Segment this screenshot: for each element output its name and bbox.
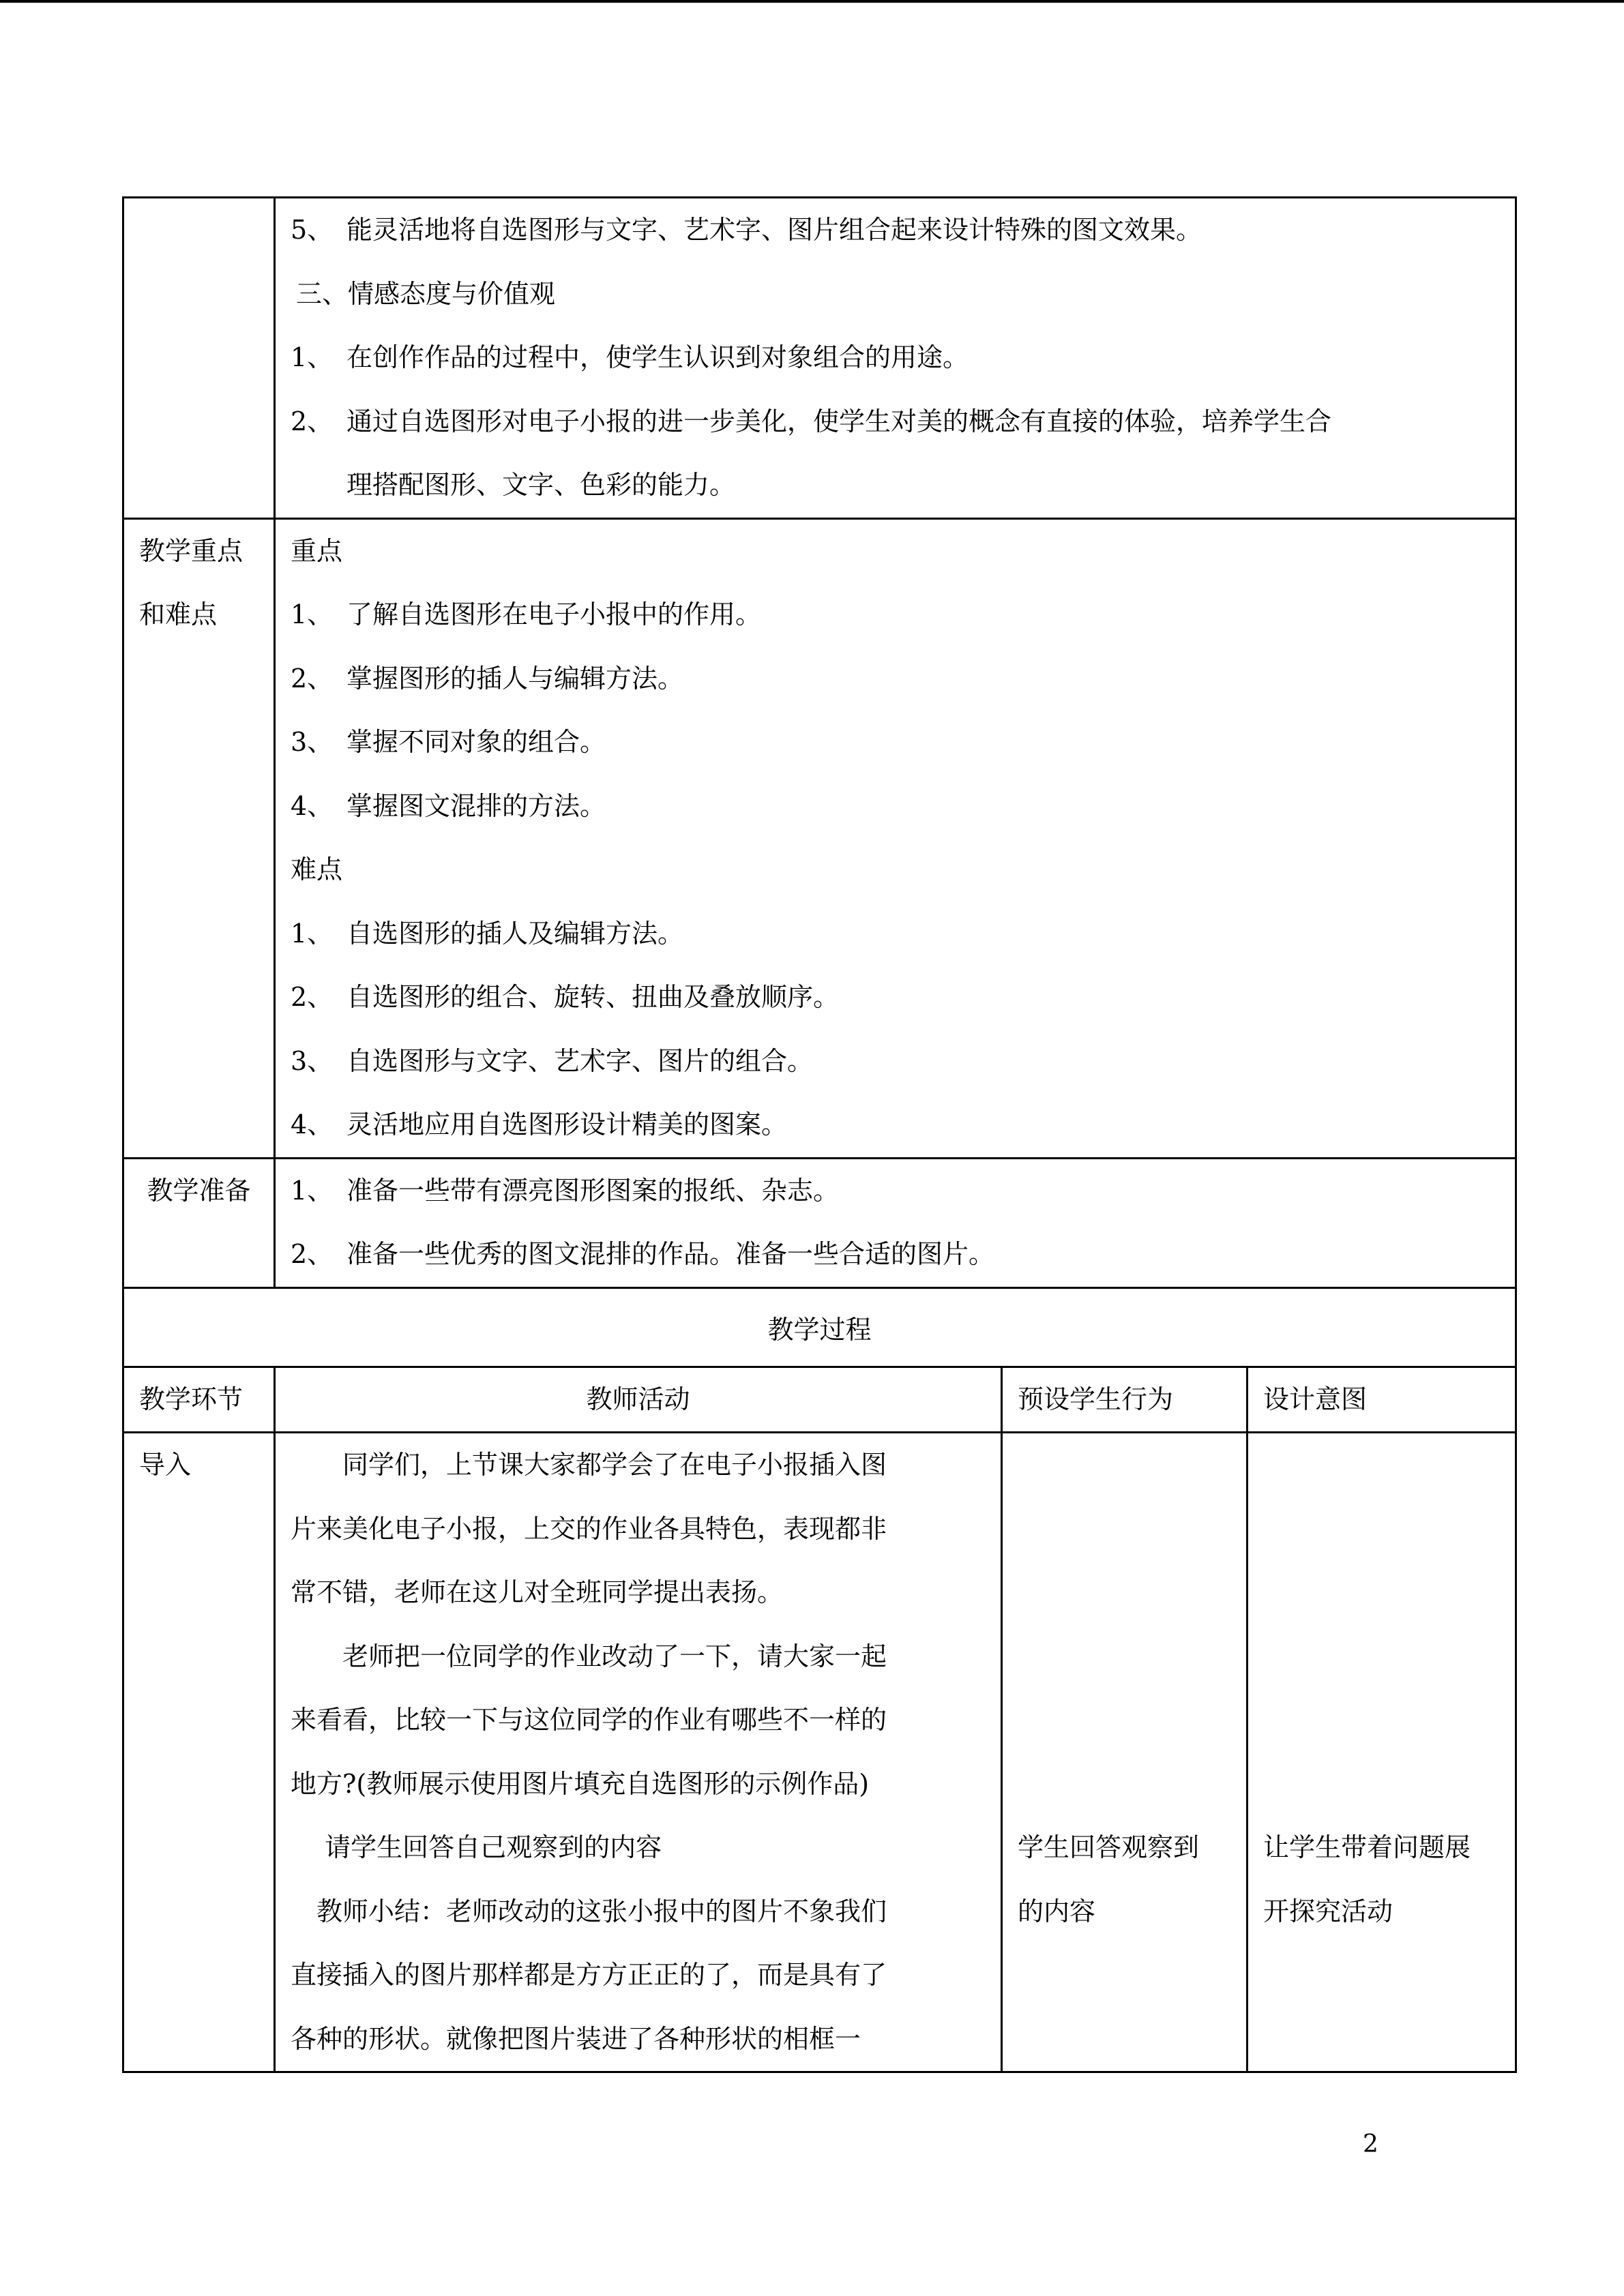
teacher-line: 老师把一位同学的作业改动了一下，请大家一起 [291,1641,887,1671]
key-points-label-line1: 教学重点 [139,535,243,566]
header-design-intent: 设计意图 [1247,1367,1516,1433]
key-item-3: 3、 掌握不同对象的组合。 [291,727,606,757]
difficult-item-4: 4、 灵活地应用自选图形设计精美的图案。 [291,1109,788,1139]
header-student-behavior: 预设学生行为 [1002,1367,1247,1433]
lesson-plan-table [122,196,1517,2073]
preparation-label-cell [123,1158,275,1287]
top-border-line [0,0,1624,3]
process-intro-row [123,1433,1516,2072]
attitude-item-1: 1、 在创作作品的过程中，使学生认识到对象组合的用途。 [291,342,969,372]
key-points-label-cell [123,518,275,1158]
key-title: 重点 [291,535,343,566]
difficult-title: 难点 [291,854,343,884]
teacher-line: 教师小结：老师改动的这张小报中的图片不象我们 [291,1896,887,1926]
key-item-4: 4、 掌握图文混排的方法。 [291,790,606,821]
teacher-line: 片来美化电子小报，上交的作业各具特色，表现都非 [291,1513,887,1544]
key-item-2: 2、 掌握图形的插人与编辑方法。 [291,663,684,694]
key-points-label-line2: 和难点 [139,599,218,629]
key-points-content-cell [275,518,1516,1158]
student-behavior-cell [1002,1433,1247,2072]
teacher-line: 直接插入的图片那样都是方方正正的了，而是具有了 [291,1960,887,1990]
student-line: 的内容 [1018,1896,1096,1926]
preparation-row [123,1158,1516,1287]
objectives-content-cell [275,198,1516,519]
preparation-item-1: 1、 准备一些带有漂亮图形图案的报纸、杂志。 [291,1175,840,1206]
teacher-line: 各种的形状。就像把图片装进了各种形状的相框一 [291,2023,861,2054]
teacher-activity-cell [275,1433,1002,2072]
section-title-attitudes: 三、情感态度与价值观 [296,278,556,309]
teacher-line: 来看看，比较一下与这位同学的作业有哪些不一样的 [291,1705,887,1735]
page-number: 2 [1363,2130,1378,2158]
teacher-line: 常不错，老师在这儿对全班同学提出表扬。 [291,1577,784,1607]
difficult-item-1: 1、 自选图形的插人及编辑方法。 [291,918,684,949]
difficult-item-2: 2、 自选图形的组合、旋转、扭曲及叠放顺序。 [291,982,840,1012]
design-intent-cell [1247,1433,1516,2072]
teacher-line: 同学们，上节课大家都学会了在电子小报插入图 [291,1450,887,1480]
attitude-item-2-continued: 理搭配图形、文字、色彩的能力。 [346,470,736,500]
process-title-row [123,1287,1516,1367]
header-stage: 教学环节 [123,1367,275,1433]
preparation-item-2: 2、 准备一些优秀的图文混排的作品。准备一些合适的图片。 [291,1239,995,1269]
teacher-line: 地方?(教师展示使用图片填充自选图形的示例作品) [291,1768,870,1799]
stage-cell [123,1433,275,2072]
key-item-1: 1、 了解自选图形在电子小报中的作用。 [291,599,762,629]
objectives-label-cell [123,198,275,519]
preparation-content-cell [275,1158,1516,1287]
intent-line: 开探究活动 [1263,1896,1393,1926]
stage-label: 导入 [139,1450,192,1480]
student-line: 学生回答观察到 [1018,1832,1200,1862]
process-title-cell [123,1287,1516,1367]
preparation-label: 教学准备 [147,1175,251,1206]
objective-item-5: 5、 能灵活地将自选图形与文字、艺术字、图片组合起来设计特殊的图文效果。 [291,215,1202,245]
process-title: 教学过程 [767,1314,872,1345]
header-teacher-activity: 教师活动 [275,1367,1002,1433]
attitude-item-2: 2、 通过自选图形对电子小报的进一步美化，使学生对美的概念有直接的体验，培养学生合 [291,406,1332,436]
difficult-item-3: 3、 自选图形与文字、艺术字、图片的组合。 [291,1045,814,1076]
key-points-row [123,518,1516,1158]
process-header-row [123,1367,1516,1433]
objectives-row [123,198,1516,519]
intent-line: 让学生带着问题展 [1263,1832,1471,1862]
teacher-line: 请学生回答自己观察到的内容 [291,1832,662,1862]
